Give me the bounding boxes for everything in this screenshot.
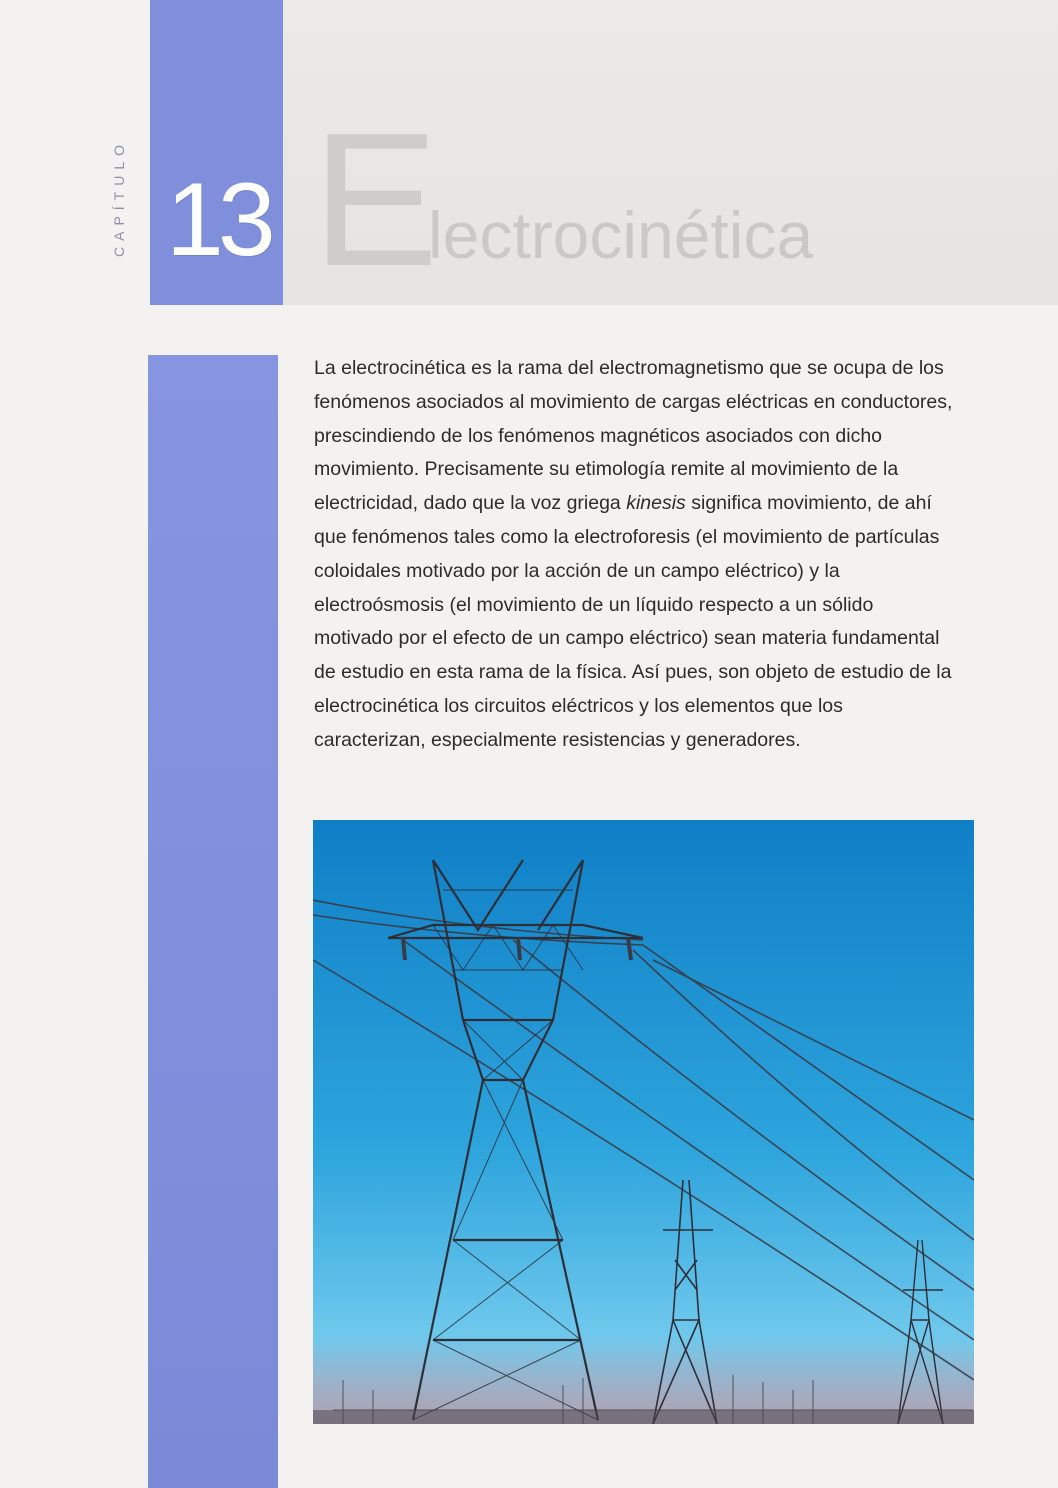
intro-text-part-1: La electrocinética es la rama del electromagnetismo que se ocupa de los fenómenos asociados al movimiento de cargas eléctricas en conductores, prescindiendo de los fenómenos magnéticos asociados con dicho movimiento. Precisamente su etimología remite al movimiento de la electricidad, dado que la voz griega [314, 357, 953, 515]
power-lines-photo [313, 820, 974, 1424]
chapter-label-text: CAPÍTULO [111, 138, 128, 258]
intro-paragraph [314, 352, 954, 758]
chapter-label [104, 128, 134, 268]
intro-italic-term: kinesis [626, 492, 686, 515]
chapter-title: lectrocinética [428, 198, 814, 272]
chapter-number: 13 [166, 162, 270, 278]
intro-text-part-2: significa movimiento, de ahí que fenómenos tales como la electroforesis (el movimiento de partículas coloidales motivado por la acción de un campo eléctrico) y la electroósmosis (el movimiento de un líquido respecto a un sólido motivado por el efecto de un campo eléctrico) sean materia fundamental de estudio en esta rama de la física. Así pues, son objeto de estudio de la electrocinética los circuitos eléctricos y los elementos que los caracterizan, especialmente resistencias y generadores. [314, 492, 952, 751]
accent-strip-bottom [148, 355, 278, 1488]
chapter-title-initial: E [312, 94, 435, 306]
power-towers-illustration [313, 820, 974, 1424]
